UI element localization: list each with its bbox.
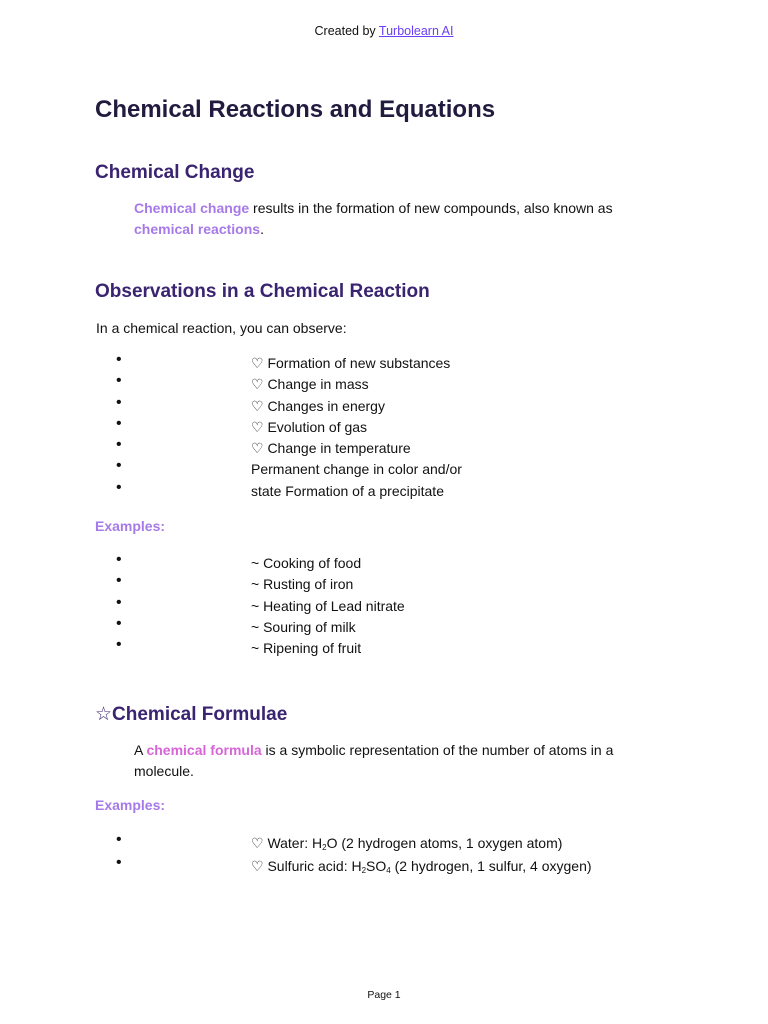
formula-mid: SO <box>366 858 387 874</box>
chemical-formula-paragraph <box>134 740 614 782</box>
list-item-text: ♡ Changes in energy <box>251 397 385 414</box>
examples-label: Examples: <box>95 797 166 813</box>
paragraph-period: . <box>260 221 264 237</box>
bullet: • <box>116 831 122 848</box>
examples-list <box>0 551 768 661</box>
formula-examples-list <box>0 831 768 881</box>
list-item <box>0 478 768 504</box>
formula-suffix: O (2 hydrogen atoms, 1 oxygen atom) <box>326 835 563 851</box>
bullet: • <box>116 372 122 390</box>
list-item <box>0 636 768 661</box>
paragraph-text: results in the formation of new compounds, also known as <box>253 200 613 216</box>
bullet: • <box>116 551 122 568</box>
bullet: • <box>116 457 122 475</box>
list-item-text: state Formation of a precipitate <box>251 482 444 499</box>
water-formula <box>251 835 562 852</box>
subscript: 4 <box>386 866 391 875</box>
highlight-chemical-formula: chemical formula <box>146 742 262 758</box>
subscript: 2 <box>322 843 327 852</box>
formula-prefix: ♡ Sulfuric acid: H <box>251 858 362 874</box>
page-title: Chemical Reactions and Equations <box>95 96 496 123</box>
sulfuric-acid-formula <box>251 858 592 875</box>
observations-list <box>0 351 768 504</box>
bullet: • <box>116 351 122 368</box>
list-item-text: ♡ Change in temperature <box>251 440 411 457</box>
bullet: • <box>116 854 122 871</box>
heading-observations: Observations in a Chemical Reaction <box>95 281 430 302</box>
paragraph-text: A <box>134 742 143 758</box>
heading-chemical-formulae: ☆Chemical Formulae <box>95 704 288 725</box>
list-item-text: ~ Cooking of food <box>251 555 362 571</box>
heading-chemical-change: Chemical Change <box>95 162 255 183</box>
bullet: • <box>116 393 122 411</box>
list-item <box>0 854 768 881</box>
list-item-text: ~ Souring of milk <box>251 618 356 635</box>
highlight-chemical-change: Chemical change <box>134 200 250 216</box>
list-item-text: ~ Ripening of fruit <box>251 640 362 657</box>
bullet: • <box>116 572 122 590</box>
bullet: • <box>116 478 122 496</box>
list-item-text: ♡ Evolution of gas <box>251 418 368 435</box>
bullet: • <box>116 414 122 432</box>
turbolearn-link[interactable]: Turbolearn AI <box>378 24 454 38</box>
page-number: Page 1 <box>367 989 401 1001</box>
credit-line <box>0 24 768 38</box>
subscript: 2 <box>361 866 367 875</box>
observations-intro: In a chemical reaction, you can observe: <box>96 320 347 336</box>
list-item-text: Permanent change in color and/or <box>251 461 462 478</box>
bullet: • <box>116 436 122 454</box>
bullet: • <box>116 593 122 611</box>
list-item-text: ♡ Change in mass <box>251 376 369 393</box>
bullet: • <box>116 614 122 632</box>
list-item-text: ~ Heating of Lead nitrate <box>251 597 405 614</box>
paragraph-text: is a symbolic representation of the number of atoms in a molecule. <box>134 742 614 779</box>
formula-suffix: (2 hydrogen, 1 sulfur, 4 oxygen) <box>390 858 592 874</box>
bullet: • <box>116 636 122 654</box>
formula-prefix: ♡ Water: H <box>251 835 323 851</box>
chemical-change-paragraph <box>134 198 614 240</box>
list-item-text: ~ Rusting of iron <box>251 576 354 593</box>
highlight-chemical-reactions: chemical reactions <box>134 221 261 237</box>
examples-label: Examples: <box>95 518 166 534</box>
list-item-text: ♡ Formation of new substances <box>251 355 451 371</box>
credit-prefix: Created by <box>314 24 376 38</box>
